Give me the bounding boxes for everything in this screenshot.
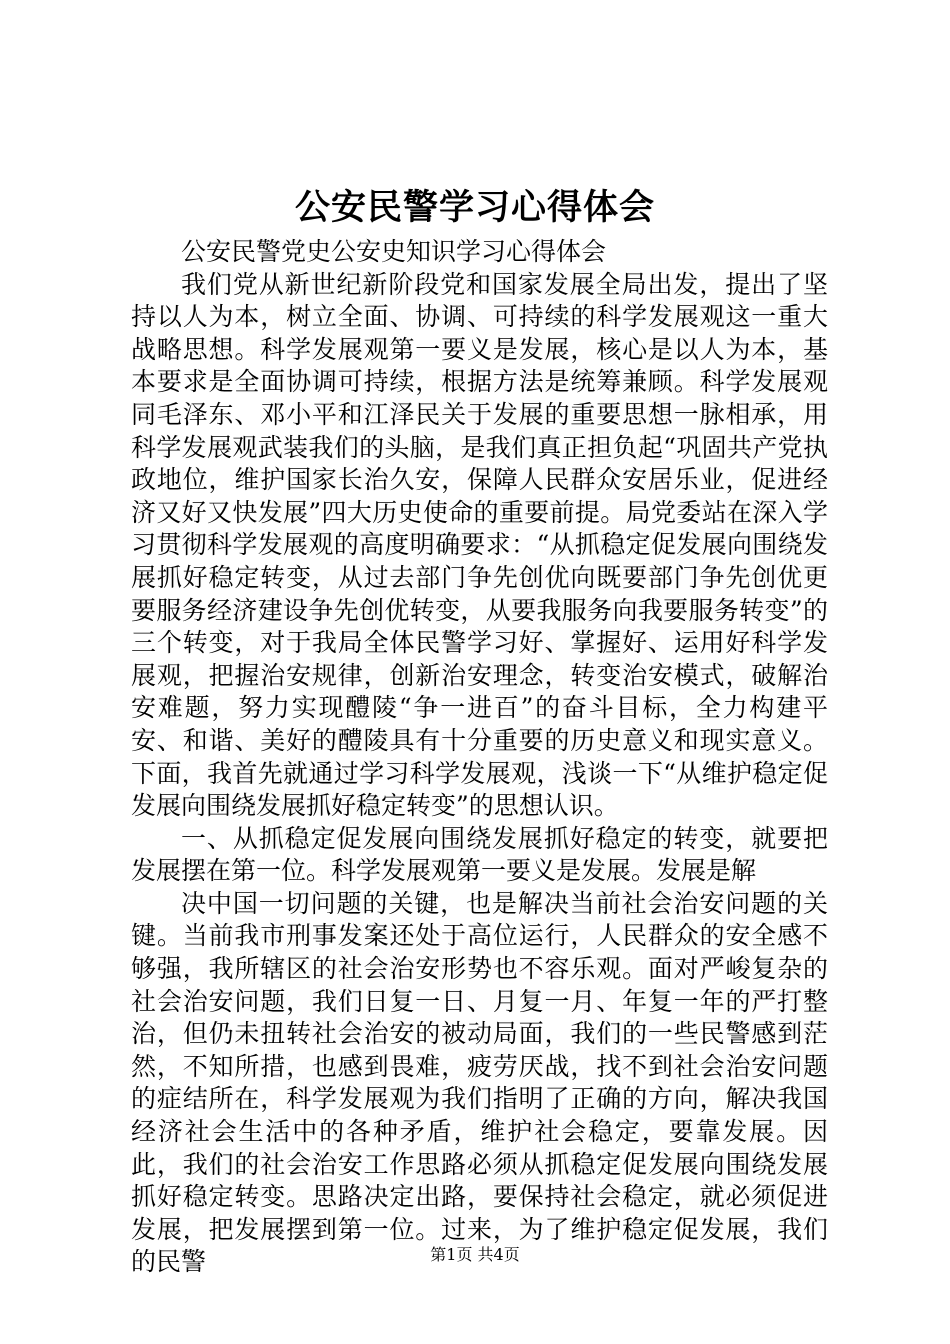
subtitle-paragraph: 公安民警党史公安史知识学习心得体会: [181, 237, 607, 266]
document-body: [131, 236, 828, 1279]
document-title: 公安民警学习心得体会: [294, 187, 655, 228]
body-paragraph: 决中国一切问题的关键，也是解决当前社会治安问题的关键。当前我市刑事发案还处于高位运行，人民群众的安全感不够强，我所辖区的社会治安形势也不容乐观。面对严峻复杂的社会治安问题，我们日复一日、月复一月、年复一年的严打整治，但仍未扭转社会治安的被动局面，我们的一些民警感到茫然，不知所措，也感到畏难，疲劳厌战，找不到社会治安问题的症结所在，科学发展观为我们指明了正确的方向，解决我国经济社会生活中的各种矛盾，维护社会稳定，要靠发展。因此，我们的社会治安工作思路必须从抓稳定促发展向围绕发展抓好稳定转变。思路决定出路，要保持社会稳定，就必须促进发展，把发展摆到第一位。过来，为了维护稳定促发展，我们的民警: [131, 888, 828, 1277]
page-number-label: 第1页 共4页: [430, 1245, 520, 1264]
page-footer: [0, 1244, 950, 1266]
body-paragraph: 一、从抓稳定促发展向围绕发展抓好稳定的转变，就要把发展摆在第一位。科学发展观第一要义是发展。发展是解: [131, 823, 828, 886]
body-paragraph: 我们党从新世纪新阶段党和国家发展全局出发，提出了坚持以人为本，树立全面、协调、可持续的科学发展观这一重大战略思想。科学发展观第一要义是发展，核心是以人为本，基本要求是全面协调可持续，根据方法是统筹兼顾。科学发展观同毛泽东、邓小平和江泽民关于发展的重要思想一脉相承，用科学发展观武装我们的头脑，是我们真正担负起“巩固共产党执政地位，维护国家长治久安，保障人民群众安居乐业，促进经济又好又快发展”四大历史使命的重要前提。局党委站在深入学习贯彻科学发展观的高度明确要求：“从抓稳定促发展向围绕发展抓好稳定转变，从过去部门争先创优向既要部门争先创优更要服务经济建设争先创优转变，从要我服务向我要服务转变”的三个转变，对于我局全体民警学习好、掌握好、运用好科学发展观，把握治安规律，创新治安理念，转变治安模式，破解治安难题，努力实现醴陵“争一进百”的奋斗目标，全力构建平安、和谐、美好的醴陵具有十分重要的历史意义和现实意义。下面，我首先就通过学习科学发展观，浅谈一下“从维护稳定促发展向围绕发展抓好稳定转变”的思想认识。: [131, 269, 828, 821]
